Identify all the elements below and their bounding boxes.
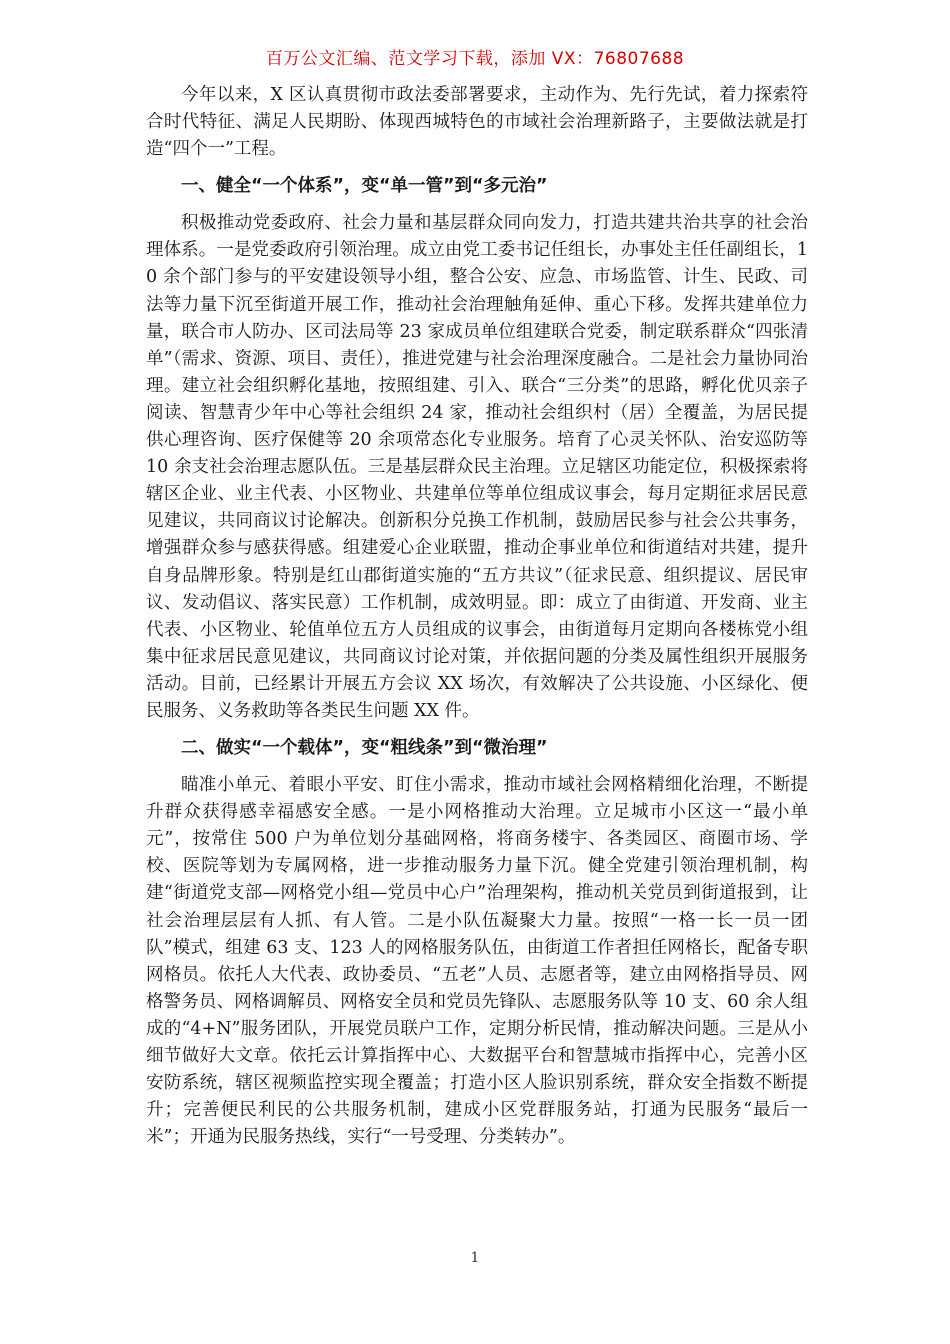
section-1-heading: 一、健全“一个体系”，变“单一管”到“多元治” xyxy=(181,176,548,197)
promo-banner: 百万公文汇编、范文学习下载，添加 VX：76807688 xyxy=(265,49,685,69)
page-number: 1 xyxy=(470,1250,480,1266)
section-2-heading: 二、做实“一个载体”，变“粗线条”到“微治理” xyxy=(181,738,548,759)
section-1-paragraph: 积极推动党委政府、社会力量和基层群众同向发力，打造共建共治共享的社会治理体系。一是党委政府引领治理。成立由党工委书记任组长，办事处主任任副组长，10 余个部门参与的平安建设领导小组，整合公安、应急、市场监管、计生、民政、司法等力量下沉至街道开展工作，推动社会治理触角延伸、重心下移。发挥共建单位力量，联合市人防办、区司法局等 23 家成员单位组建联合党委，制定联系群众“四张清单”（需求、资源、项目、责任），推进党建与社会治理深度融合。二是社会力量协同治理。建立社会组织孵化基地，按照组建、引入、联合“三分类”的思路，孵化优贝亲子阅读、智慧青少年中心等社会组织 24 家，推动社会组织村（居）全覆盖，为居民提供心理咨询、医疗保健等 20 余项常态化专业服务。培育了心灵关怀队、治安巡防等 10 余支社会治理志愿队伍。三是基层群众民主治理。立足辖区功能定位，积极探索将辖区企业、业主代表、小区物业、共建单位等单位组成议事会，每月定期征求居民意见建议，共同商议讨论解决。创新积分兑换工作机制，鼓励居民参与社会公共事务，增强群众参与感获得感。组建爱心企业联盟，推动企事业单位和街道结对共建，提升自身品牌形象。特别是红山郡街道实施的“五方共议”（征求民意、组织提议、居民审议、发动倡议、落实民意）工作机制，成效明显。即：成立了由街道、开发商、业主代表、小区物业、轮值单位五方人员组成的议事会，由街道每月定期向各楼栋党小组集中征求居民意见建议，共同商议讨论对策，并依据问题的分类及属性组织开展服务活动。目前，已经累计开展五方会议 XX 场次，有效解决了公共设施、小区绿化、便民服务、义务救助等各类民生问题 XX 件。 xyxy=(146,213,808,721)
intro-paragraph: 今年以来，X 区认真贯彻市政法委部署要求，主动作为、先行先试，着力探索符合时代特征、满足人民期盼、体现西城特色的市域社会治理新路子，主要做法就是打造“四个一”工程。 xyxy=(146,85,808,160)
document-body xyxy=(146,82,808,1151)
section-2-paragraph: 瞄准小单元、着眼小平安、盯住小需求，推动市域社会网格精细化治理，不断提升群众获得感幸福感安全感。一是小网格推动大治理。立足城市小区这一“最小单元”，按常住 500 户为单位划分基础网格，将商务楼宇、各类园区、商圈市场、学校、医院等划为专属网格，进一步推动服务力量下沉。健全党建引领治理机制，构建“街道党支部—网格党小组—党员中心户”治理架构，推动机关党员到街道报到，让社会治理层层有人抓、有人管。二是小队伍凝聚大力量。按照“一格一长一员一团队”模式，组建 63 支、123 人的网格服务队伍，由街道工作者担任网格长，配备专职网格员。依托人大代表、政协委员、“五老”人员、志愿者等，建立由网格指导员、网格警务员、网格调解员、网格安全员和党员先锋队、志愿服务队等 10 支、60 余人组成的“4+N”服务团队，开展党员联户工作，定期分析民情，推动解决问题。三是从小细节做好大文章。依托云计算指挥中心、大数据平台和智慧城市指挥中心，完善小区安防系统，辖区视频监控实现全覆盖；打造小区人脸识别系统，群众安全指数不断提升；完善便民利民的公共服务机制，建成小区党群服务站，打通为民服务“最后一米”；开通为民服务热线，实行“一号受理、分类转办”。 xyxy=(146,775,808,1148)
